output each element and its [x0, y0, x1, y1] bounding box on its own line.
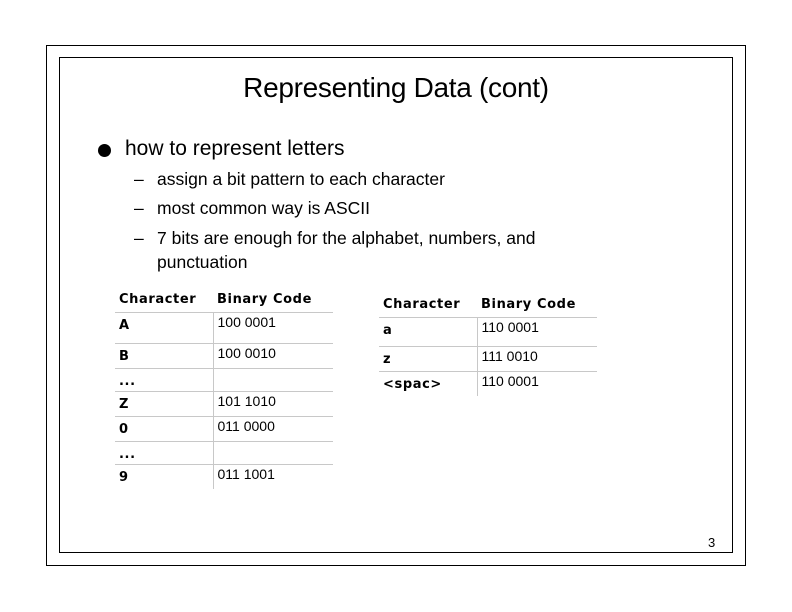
character-cell: 9 — [119, 470, 129, 485]
binary-code-cell: 101 1010 — [213, 392, 333, 417]
slide-title: Representing Data (cont) — [243, 72, 549, 103]
character-cell: A — [115, 313, 213, 344]
subpoint-text: punctuation — [157, 252, 248, 272]
column-header-binary-code: Binary Code — [477, 291, 597, 318]
table-row — [379, 318, 597, 347]
dash-marker: – — [134, 169, 144, 189]
table-row — [379, 347, 597, 372]
table-row — [115, 442, 333, 465]
binary-code-cell: 110 0001 — [477, 318, 597, 347]
dash-marker: – — [134, 228, 144, 248]
character-cell: z — [379, 347, 477, 372]
table-row — [115, 392, 333, 417]
right-code-table — [379, 291, 597, 396]
character-cell: Z — [115, 392, 213, 417]
binary-code-cell: 111 0010 — [477, 347, 597, 372]
bullet-dot-icon — [98, 144, 111, 157]
character-cell: ... — [115, 369, 213, 392]
binary-code-cell: 100 0010 — [213, 344, 333, 369]
binary-code-cell: 100 0001 — [213, 313, 333, 344]
table-row — [115, 344, 333, 369]
binary-code-cell: 011 1001 — [213, 465, 333, 490]
character-cell: ... — [115, 442, 213, 465]
table-row — [379, 372, 597, 397]
subpoint-text: most common way is ASCII — [157, 198, 370, 218]
column-header-binary-code: Binary Code — [213, 286, 333, 313]
binary-code-cell: 110 0001 — [477, 372, 597, 397]
subpoint-text: 7 bits are enough for the alphabet, numbers, and — [157, 228, 536, 248]
subpoint-text: assign a bit pattern to each character — [157, 169, 445, 189]
binary-code-cell — [213, 442, 333, 465]
binary-code-cell — [213, 369, 333, 392]
character-cell: a — [379, 318, 477, 347]
table-row — [115, 417, 333, 442]
table-row — [115, 369, 333, 392]
table-row — [115, 465, 333, 490]
character-cell: B — [115, 344, 213, 369]
bullet-text: how to represent letters — [125, 137, 345, 160]
page-number: 3 — [708, 535, 716, 550]
table-header-row — [379, 291, 597, 318]
table-header-row — [115, 286, 333, 313]
column-header-character: Character — [115, 286, 213, 313]
dash-marker: – — [134, 198, 144, 218]
left-code-table — [115, 286, 333, 489]
character-cell: 0 — [115, 417, 213, 442]
column-header-character: Character — [379, 291, 477, 318]
character-cell: <spac> — [383, 377, 442, 392]
table-row — [115, 313, 333, 344]
binary-code-cell: 011 0000 — [213, 417, 333, 442]
